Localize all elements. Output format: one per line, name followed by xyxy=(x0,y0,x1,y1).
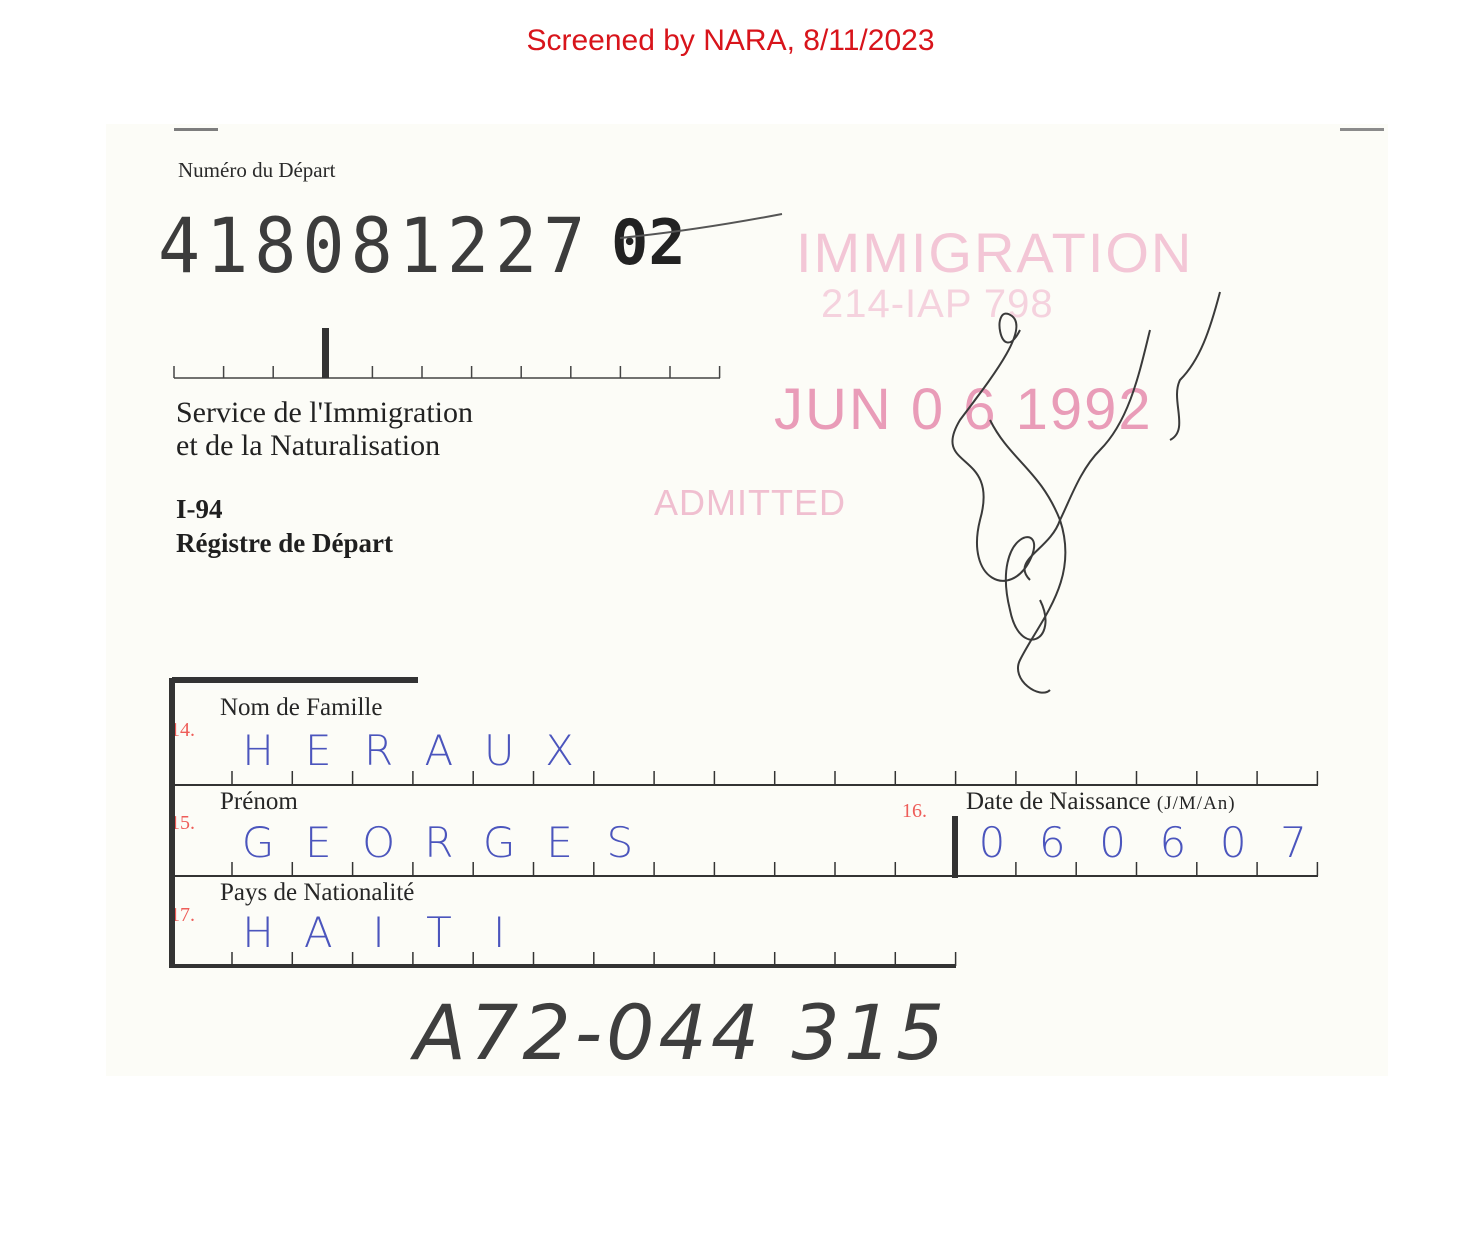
handwritten-char: R xyxy=(364,726,394,775)
form-code: I-94 xyxy=(176,494,223,524)
first-name-label: Prénom xyxy=(220,788,298,815)
handwritten-char: O xyxy=(362,818,396,867)
field-number-15: 15. xyxy=(170,812,195,834)
birth-date-format: (J/M/An) xyxy=(1156,793,1236,814)
handwritten-char: 0 xyxy=(1099,818,1126,867)
departure-suffix: 02 xyxy=(611,206,686,279)
handwritten-char: 0 xyxy=(1219,818,1247,867)
nationality-label: Pays de Nationalité xyxy=(220,879,415,906)
handwritten-char: E xyxy=(305,726,332,775)
field-box-frame xyxy=(172,678,1318,968)
departure-tick-scale xyxy=(174,328,720,378)
handwritten-char: T xyxy=(426,908,452,957)
handwritten-char: A xyxy=(424,726,454,775)
field-number-16: 16. xyxy=(902,800,927,822)
handwritten-char: H xyxy=(242,908,274,957)
handwritten-char: H xyxy=(242,726,274,775)
screened-notice: Screened by NARA, 8/11/2023 xyxy=(526,24,935,57)
handwritten-char: A xyxy=(303,908,333,957)
handwritten-char: 0 xyxy=(978,818,1006,867)
stamp-admitted: ADMITTED xyxy=(654,482,846,523)
field-number-17: 17. xyxy=(170,904,195,926)
field-number-14: 14. xyxy=(170,719,195,741)
handwritten-char: E xyxy=(305,818,332,867)
handwritten-char: G xyxy=(241,818,275,867)
agency-line-2: et de la Naturalisation xyxy=(176,429,441,462)
handwritten-char: E xyxy=(546,818,573,867)
stamp-immigration: IMMIGRATION xyxy=(796,221,1194,284)
handwritten-char: I xyxy=(372,908,385,957)
stamp-code: 214-IAP 798 xyxy=(821,282,1054,326)
form-title: Régistre de Départ xyxy=(176,528,393,558)
alien-number: A72-044 315 xyxy=(414,988,949,1077)
stamp-date: JUN 0 6 1992 xyxy=(774,377,1153,442)
birth-date-label-text: Date de Naissance xyxy=(966,788,1151,815)
signature xyxy=(952,292,1220,693)
family-name-label: Nom de Famille xyxy=(220,694,383,721)
departure-number-label: Numéro du Départ xyxy=(178,158,336,182)
handwritten-char: R xyxy=(424,818,454,867)
handwritten-char: S xyxy=(606,818,634,867)
handwritten-char: 6 xyxy=(1038,818,1066,867)
agency-line-1: Service de l'Immigration xyxy=(176,396,473,429)
handwritten-char: X xyxy=(545,726,574,775)
handwritten-char: 6 xyxy=(1159,818,1187,867)
suffix-scribble xyxy=(620,214,782,238)
handwritten-char: U xyxy=(483,726,515,775)
handwritten-char: G xyxy=(482,818,516,867)
departure-number: 418081227 xyxy=(158,202,592,291)
handwritten-char: I xyxy=(492,908,506,957)
handwritten-char: 7 xyxy=(1280,818,1307,867)
